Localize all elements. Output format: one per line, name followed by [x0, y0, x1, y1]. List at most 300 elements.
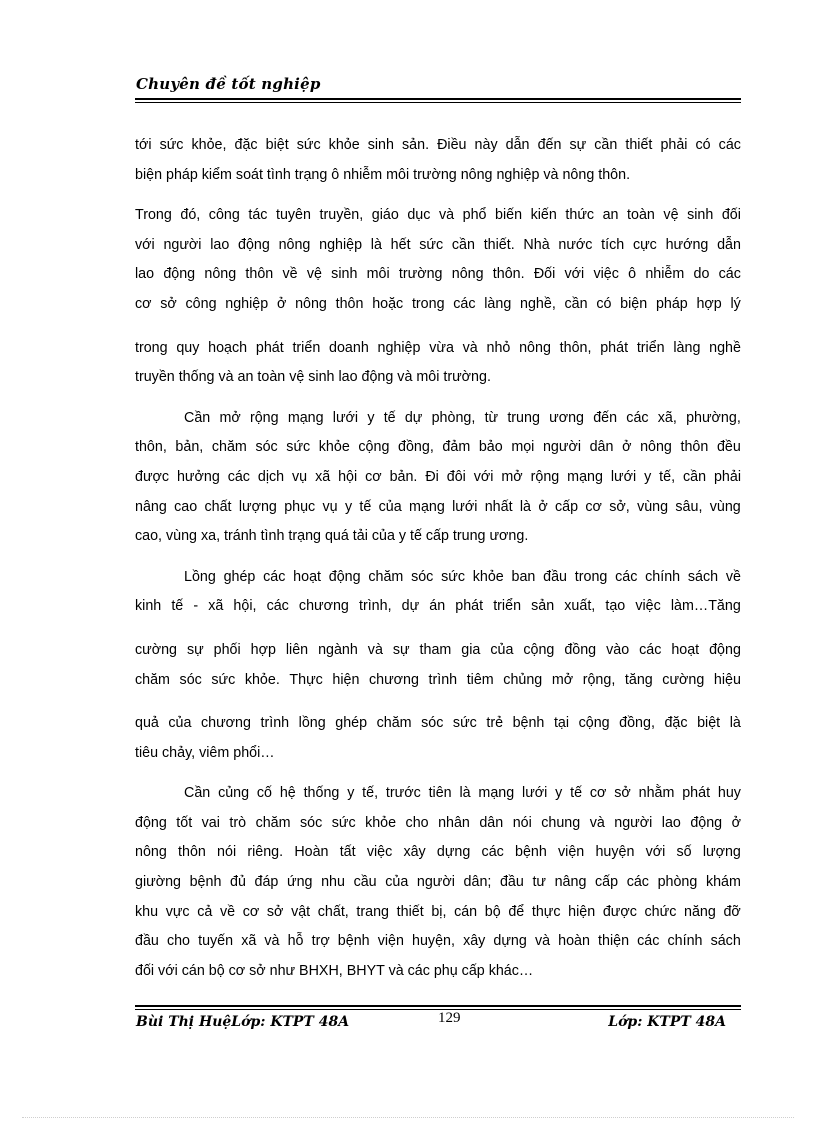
word: tế,: [659, 468, 676, 485]
word: nước: [558, 236, 593, 253]
word: -: [193, 598, 199, 615]
word: phải: [713, 468, 741, 485]
word: tăng: [624, 671, 653, 688]
word: động: [690, 814, 723, 831]
word: thôn.: [492, 266, 525, 283]
word: tế: [171, 598, 184, 615]
word: dịch: [257, 468, 285, 485]
word: y: [644, 468, 652, 485]
word: bản.: [389, 468, 418, 485]
word: vật: [291, 903, 311, 920]
word: triển: [292, 339, 321, 356]
word: Điều: [437, 137, 467, 153]
word: cơ: [365, 468, 382, 485]
word: để: [508, 903, 525, 920]
word: nhu: [321, 874, 345, 891]
word: là: [519, 498, 532, 515]
word: dẫn: [505, 137, 530, 153]
word: tạo: [605, 598, 626, 615]
word: liên: [285, 641, 309, 658]
word: tuyến: [198, 933, 234, 950]
word: bệnh: [515, 844, 547, 861]
word: sự: [392, 641, 410, 658]
word: động: [163, 266, 196, 283]
word: viện: [377, 933, 404, 950]
word: hoặc: [372, 295, 404, 312]
word: mạng: [409, 498, 445, 515]
word: biệt: [697, 715, 721, 732]
word: người: [542, 439, 581, 456]
word: vùng: [709, 498, 741, 515]
word: công: [185, 295, 217, 312]
word: và: [438, 207, 455, 224]
word: hết: [390, 236, 411, 253]
word: khỏe: [472, 568, 504, 585]
word: với: [564, 266, 585, 283]
word: các: [626, 874, 649, 891]
word: chung: [541, 814, 581, 831]
word: việc: [635, 598, 661, 615]
word: cho: [166, 933, 191, 950]
word: Đi: [425, 468, 439, 485]
word: các: [626, 409, 649, 426]
word: trong: [574, 568, 608, 585]
body-text: [135, 131, 741, 986]
text-line: [135, 231, 741, 261]
text-line: [135, 868, 741, 898]
word: khỏe,: [191, 137, 227, 153]
word: Đối: [533, 266, 556, 283]
word: được: [135, 468, 170, 485]
word: các: [263, 568, 286, 585]
word: chất,: [317, 903, 349, 920]
text-line: [135, 838, 741, 868]
word: môi: [366, 266, 390, 283]
word: hội: [338, 468, 358, 485]
word: chương: [201, 715, 251, 732]
word: vào: [606, 641, 630, 658]
word: thôn,: [135, 439, 167, 456]
word: bệnh: [189, 874, 222, 891]
word: cơ: [135, 295, 152, 312]
word: cho: [405, 814, 429, 831]
word: sự: [186, 641, 204, 658]
word: về: [219, 903, 236, 920]
word: tế,: [362, 785, 379, 802]
text-line: [135, 201, 741, 231]
footer-rule: [135, 1005, 741, 1007]
word: xuất,: [564, 598, 596, 615]
word: nông: [295, 295, 327, 312]
word: việc: [366, 844, 393, 861]
word: với: [473, 468, 494, 485]
word: dựng: [436, 844, 471, 861]
word: tất: [339, 844, 356, 861]
text-line: [135, 493, 741, 523]
word: hệ: [279, 785, 296, 802]
word: sóc: [411, 568, 434, 585]
word: đáp: [254, 874, 279, 891]
word: tại: [553, 715, 570, 732]
word: cầu: [353, 874, 377, 891]
word: đầu: [543, 568, 567, 585]
word: sách: [687, 568, 719, 585]
text-line: đối với cán bộ cơ sở như BHXH, BHYT và các phụ cấp khác…: [135, 962, 534, 979]
word: Cần: [184, 409, 211, 426]
word: chăm: [368, 568, 404, 585]
word: hoạt: [293, 568, 321, 585]
word: các: [718, 137, 741, 153]
word: các: [266, 598, 289, 615]
word: nghiệp: [377, 339, 421, 356]
word: năng: [684, 903, 716, 920]
word: cố: [256, 785, 273, 802]
word: do: [693, 266, 710, 283]
word: sinh: [367, 137, 394, 153]
word: đối: [721, 207, 741, 224]
word: đỡ: [723, 903, 741, 920]
word: trợ: [311, 933, 330, 950]
word: động: [238, 236, 270, 253]
text-line: [135, 131, 741, 161]
word: nông: [519, 339, 551, 356]
word: nghiệp: [319, 236, 363, 253]
word: nghề,: [520, 295, 556, 312]
word: hiện: [568, 903, 596, 920]
word: các: [453, 295, 476, 312]
word: vệ: [663, 207, 679, 224]
word: làng: [673, 339, 701, 356]
word: huyện,: [412, 933, 455, 950]
word: phát: [255, 339, 284, 356]
word: phổ: [462, 207, 487, 224]
word: là: [370, 236, 382, 253]
word: chương: [298, 598, 349, 615]
word: lưới: [522, 785, 548, 802]
word: tế: [383, 409, 396, 426]
word: sức: [286, 439, 311, 456]
word: phát: [600, 339, 629, 356]
word: Thực: [289, 671, 323, 688]
word: chất: [204, 498, 232, 515]
word: toàn: [627, 207, 655, 224]
word: vai: [201, 814, 220, 831]
word: dự: [401, 598, 420, 615]
word: và: [462, 339, 478, 356]
word: biến: [495, 207, 523, 224]
word: các: [615, 568, 638, 585]
word: đôi: [446, 468, 466, 485]
word: ở: [622, 439, 632, 456]
word: tác: [248, 207, 268, 224]
word: với: [645, 844, 666, 861]
word: đó,: [180, 207, 201, 224]
word: củng: [218, 785, 250, 802]
word: y: [367, 409, 375, 426]
word: bộ: [484, 903, 501, 920]
word: mạng: [478, 785, 515, 802]
text-line: [135, 809, 741, 839]
word: cường: [135, 641, 177, 658]
word: tốt: [176, 814, 193, 831]
word: hoạt: [671, 641, 700, 658]
word: xây: [463, 933, 486, 950]
text-line: [135, 433, 741, 463]
word: cần: [451, 236, 475, 253]
word: cơ: [589, 785, 607, 802]
word: được: [602, 903, 637, 920]
word: sản.: [402, 137, 430, 153]
word: hiệu: [713, 671, 741, 688]
word: dự: [404, 409, 423, 426]
word: kinh: [135, 598, 162, 615]
word: ở: [276, 295, 287, 312]
word: mở: [219, 409, 241, 426]
word: huy: [717, 785, 741, 802]
word: đồng,: [619, 715, 655, 732]
word: người: [416, 874, 455, 891]
word: tế: [570, 785, 583, 802]
text-line: [135, 709, 741, 739]
word: dục: [407, 207, 431, 224]
word: làm…Tăng: [670, 598, 741, 615]
word: cán: [454, 903, 478, 920]
word: nghề: [709, 339, 741, 356]
word: cấp: [555, 498, 579, 515]
word: sức: [419, 236, 444, 253]
word: ở: [731, 814, 741, 831]
word: Trong: [135, 207, 172, 224]
word: nghiệp: [225, 295, 269, 312]
word: lượng: [238, 498, 277, 515]
word: tham: [419, 641, 452, 658]
word: nông: [640, 439, 672, 456]
word: y: [344, 498, 353, 515]
text-line: [135, 334, 741, 364]
word: các: [718, 266, 741, 283]
word: xây: [403, 844, 426, 861]
word: lượng: [702, 844, 741, 861]
word: lưới: [332, 409, 359, 426]
word: chăm: [376, 715, 412, 732]
word: số: [676, 844, 692, 861]
word: nông: [204, 266, 237, 283]
word: Nhà: [523, 236, 550, 253]
word: vừa: [429, 339, 454, 356]
word: trong: [411, 295, 445, 312]
word: hiện: [332, 671, 360, 688]
word: sở: [160, 295, 177, 312]
word: sóc: [255, 439, 278, 456]
word: dẫn: [717, 236, 741, 253]
word: y: [555, 785, 563, 802]
word: pháp: [655, 295, 688, 312]
word: phải: [660, 137, 688, 153]
word: nông: [135, 844, 167, 861]
word: cấp: [595, 874, 619, 891]
word: nói: [217, 844, 237, 861]
word: thiết.: [483, 236, 515, 253]
word: chủng: [503, 671, 543, 688]
word: đều: [716, 439, 741, 456]
text-line: truyền thống và an toàn vệ sinh lao động và môi trường.: [135, 369, 491, 386]
page-bottom-divider: [22, 1117, 794, 1118]
word: bệnh: [512, 715, 545, 732]
word: của: [378, 498, 402, 515]
word: các: [227, 468, 250, 485]
word: trẻ: [486, 715, 504, 732]
word: Lồng: [184, 568, 216, 585]
word: nông: [451, 266, 484, 283]
word: đủ: [230, 874, 246, 891]
word: sở: [614, 785, 631, 802]
word: xã: [315, 468, 331, 485]
word: vụ: [292, 468, 308, 485]
word: của: [490, 641, 514, 658]
word: tư: [532, 874, 546, 891]
word: sức: [452, 715, 477, 732]
text-line: [135, 592, 741, 622]
word: xã: [208, 598, 224, 615]
word: hoàn: [558, 933, 590, 950]
running-header-title: Chuyên đề tốt nghiệp: [136, 75, 321, 93]
text-line: cao, vùng xa, tránh tình trạng quá tải của y tế cấp trung ương.: [135, 528, 529, 545]
word: biệt: [265, 137, 289, 153]
word: lồng: [298, 715, 326, 732]
word: các: [639, 641, 662, 658]
word: sóc: [300, 814, 323, 831]
word: viện: [558, 844, 585, 861]
word: bệnh: [337, 933, 370, 950]
word: sự: [569, 137, 587, 153]
word: nhất: [484, 498, 513, 515]
word: triển: [493, 598, 522, 615]
word: thôn: [178, 844, 206, 861]
word: cực: [632, 236, 657, 253]
word: đặc: [664, 715, 688, 732]
word: thực: [531, 903, 561, 920]
header-rule: [135, 98, 741, 100]
word: làng: [484, 295, 512, 312]
word: lưới: [452, 498, 478, 515]
word: đầu: [499, 874, 524, 891]
word: khỏe.: [244, 671, 280, 688]
word: gia: [461, 641, 481, 658]
word: xã: [241, 933, 257, 950]
word: sức: [331, 814, 356, 831]
word: mọi: [511, 439, 535, 456]
word: dựng: [493, 933, 527, 950]
word: đầu: [135, 933, 159, 950]
word: xã,: [657, 409, 677, 426]
word: tế: [359, 498, 372, 515]
word: triển: [636, 339, 665, 356]
word: sinh: [687, 207, 714, 224]
word: bảo: [478, 439, 503, 456]
word: thức: [565, 207, 595, 224]
word: thống: [303, 785, 340, 802]
word: vệ: [306, 266, 322, 283]
page-number: 129: [438, 1010, 461, 1026]
word: bị,: [431, 903, 447, 920]
word: mạng: [287, 409, 324, 426]
word: hội,: [233, 598, 257, 615]
text-line: [135, 779, 741, 809]
text-line: [135, 290, 741, 320]
word: phối: [213, 641, 241, 658]
word: hợp: [250, 641, 276, 658]
word: trong: [135, 339, 168, 356]
word: chức: [644, 903, 677, 920]
word: khỏe: [318, 439, 350, 456]
word: trang: [356, 903, 390, 920]
word: thiết: [625, 137, 653, 153]
word: tuyên: [275, 207, 311, 224]
word: tiên: [428, 785, 452, 802]
word: án: [429, 598, 446, 615]
word: động: [328, 568, 361, 585]
word: rộng: [530, 468, 560, 485]
word: mạng: [567, 468, 603, 485]
word: nâng: [135, 498, 167, 515]
word: trường: [398, 266, 443, 283]
word: cộng: [523, 641, 555, 658]
word: trung: [507, 409, 540, 426]
word: từ: [484, 409, 499, 426]
word: mở: [501, 468, 523, 485]
word: rộng,: [582, 671, 616, 688]
word: nhỏ: [486, 339, 511, 356]
word: truyền,: [319, 207, 364, 224]
word: ghép: [335, 715, 368, 732]
word: thôn: [335, 295, 364, 312]
word: sóc: [179, 671, 202, 688]
header-rule-thin: [135, 102, 741, 103]
word: lao: [661, 814, 681, 831]
word: kiến: [530, 207, 557, 224]
word: ban: [511, 568, 536, 585]
word: công: [208, 207, 240, 224]
word: sinh: [331, 266, 358, 283]
word: cường: [662, 671, 705, 688]
word: tới: [135, 137, 152, 153]
word: riêng.: [247, 844, 284, 861]
word: lao: [210, 236, 230, 253]
word: chính: [667, 933, 703, 950]
word: cơ: [242, 903, 260, 920]
text-line: [135, 463, 741, 493]
word: của: [168, 715, 192, 732]
word: ương: [549, 409, 584, 426]
word: sức: [159, 137, 184, 153]
word: trình: [260, 715, 290, 732]
word: sách: [710, 933, 741, 950]
word: nói: [512, 814, 532, 831]
word: sóc: [421, 715, 444, 732]
word: sức: [211, 671, 236, 688]
word: ở: [538, 498, 548, 515]
word: hỗ: [287, 933, 304, 950]
word: có: [596, 295, 612, 312]
footer-author-class: Bùi Thị HuệLớp: KTPT 48A: [136, 1014, 350, 1030]
word: phòng: [657, 874, 698, 891]
word: dân: [479, 814, 504, 831]
word: đồng: [564, 641, 597, 658]
word: lao: [135, 266, 155, 283]
word: cơ: [585, 498, 602, 515]
word: động: [135, 814, 167, 831]
word: thiết: [396, 903, 424, 920]
